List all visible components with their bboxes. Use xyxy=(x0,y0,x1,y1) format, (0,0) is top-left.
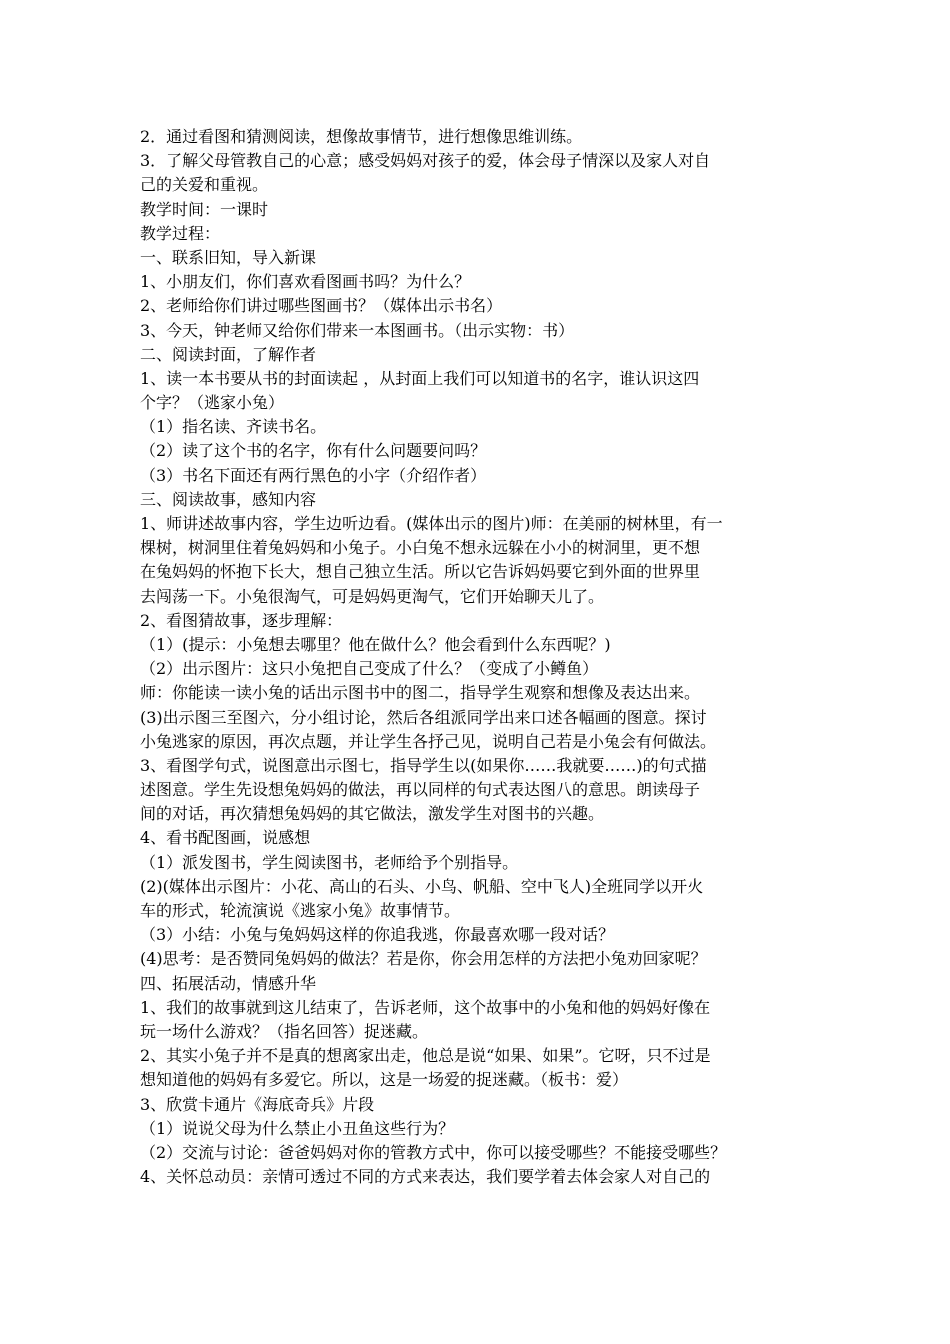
text-line: （2）交流与讨论：爸爸妈妈对你的管教方式中，你可以接受哪些？不能接受哪些？ xyxy=(140,1142,727,1162)
document-body xyxy=(140,125,826,1189)
section-heading: 四、拓展活动，情感升华 xyxy=(140,973,317,993)
text-line: 1、读一本书要从书的封面读起 ，从封面上我们可以知道书的名字，谁认识这四 xyxy=(140,368,700,388)
text-line: (4)思考：是否赞同兔妈妈的做法？若是你，你会用怎样的方法把小兔劝回家呢？ xyxy=(140,949,707,969)
section-heading: 二、阅读封面，了解作者 xyxy=(140,344,317,364)
text-line: 3、看图学句式，说图意出示图七，指导学生以(如果你……我就要……)的句式描 xyxy=(140,755,707,775)
text-line: 2、看图猜故事，逐步理解： xyxy=(140,610,343,630)
text-line: 4、关怀总动员：亲情可透过不同的方式来表达，我们要学着去体会家人对自己的 xyxy=(140,1167,711,1187)
text-line: 3、欣赏卡通片《海底奇兵》片段 xyxy=(140,1094,375,1114)
text-line: （3）小结：小兔与兔妈妈这样的你追我逃，你最喜欢哪一段对话？ xyxy=(140,925,615,945)
text-line: 教学时间：一课时 xyxy=(140,199,269,219)
text-line: （1）说说父母为什么禁止小丑鱼这些行为？ xyxy=(140,1118,455,1138)
text-line: （3）书名下面还有两行黑色的小字（介绍作者） xyxy=(140,465,487,485)
text-line: 3．了解父母管教自己的心意；感受妈妈对孩子的爱，体会母子情深以及家人对自 xyxy=(140,151,711,171)
text-line: 师：你能读一读小兔的话出示图书中的图二，指导学生观察和想像及表达出来。 xyxy=(140,683,701,703)
text-line: 1、师讲述故事内容，学生边听边看。(媒体出示的图片)师：在美丽的树林里，有一 xyxy=(140,514,723,533)
text-line: 1、小朋友们，你们喜欢看图画书吗？为什么？ xyxy=(140,272,471,292)
section-heading: 一、联系旧知，导入新课 xyxy=(140,247,317,267)
text-line: 4、看书配图画，说感想 xyxy=(140,828,311,848)
text-line: 3、今天，钟老师又给你们带来一本图画书。（出示实物：书） xyxy=(140,320,575,340)
text-line: （2）出示图片：这只小兔把自己变成了什么？（变成了小鳟鱼） xyxy=(140,659,599,679)
text-line: 想知道他的妈妈有多爱它。所以，这是一场爱的捉迷藏。（板书：爱） xyxy=(140,1070,629,1090)
text-line: 2、其实小兔子并不是真的想离家出走，他总是说“如果、如果”。它呀，只不过是 xyxy=(140,1046,711,1066)
text-line: 棵树，树洞里住着兔妈妈和小兔子。小白兔不想永远躲在小小的树洞里，更不想 xyxy=(140,538,701,558)
text-line: (2)(媒体出示图片：小花、高山的石头、小鸟、帆船、空中飞人)全班同学以开火 xyxy=(140,876,704,896)
text-line: 己的关爱和重视。 xyxy=(140,175,269,195)
text-line: 小兔逃家的原因，再次点题，并让学生各抒己见，说明自己若是小兔会有何做法。 xyxy=(140,731,717,751)
text-line: 玩一场什么游戏？（指名回答）捉迷藏。 xyxy=(140,1021,429,1041)
text-line: 2．通过看图和猜测阅读，想像故事情节，进行想像思维训练。 xyxy=(140,127,583,146)
text-line: 车的形式，轮流演说《逃家小兔》故事情节。 xyxy=(140,901,461,920)
text-line: （1）(提示：小兔想去哪里？他在做什么？他会看到什么东西呢？) xyxy=(140,634,611,654)
section-heading: 三、阅读故事，感知内容 xyxy=(140,489,317,509)
text-line: 述图意。学生先设想兔妈妈的做法，再以同样的句式表达图八的意思。朗读母子 xyxy=(140,780,701,800)
text-line: 个字？（逃家小兔） xyxy=(140,393,285,413)
text-line: 间的对话，再次猜想兔妈妈的其它做法，激发学生对图书的兴趣。 xyxy=(140,804,605,824)
text-line: （2）读了这个书的名字，你有什么问题要问吗？ xyxy=(140,441,487,461)
text-line: 在兔妈妈的怀抱下长大，想自己独立生活。所以它告诉妈妈要它到外面的世界里 xyxy=(140,562,701,582)
text-line: （1）派发图书，学生阅读图书，老师给予个别指导。 xyxy=(140,852,519,872)
text-line: 教学过程： xyxy=(140,223,221,243)
text-line: (3)出示图三至图六，分小组讨论，然后各组派同学出来口述各幅画的图意。探讨 xyxy=(140,707,707,727)
text-line: 1、我们的故事就到这儿结束了，告诉老师，这个故事中的小兔和他的妈妈好像在 xyxy=(140,997,711,1017)
text-line: （1）指名读、齐读书名。 xyxy=(140,417,327,437)
text-line: 去闯荡一下。小兔很淘气，可是妈妈更淘气，它们开始聊天儿了。 xyxy=(140,586,605,606)
text-line: 2、老师给你们讲过哪些图画书？（媒体出示书名） xyxy=(140,296,503,316)
